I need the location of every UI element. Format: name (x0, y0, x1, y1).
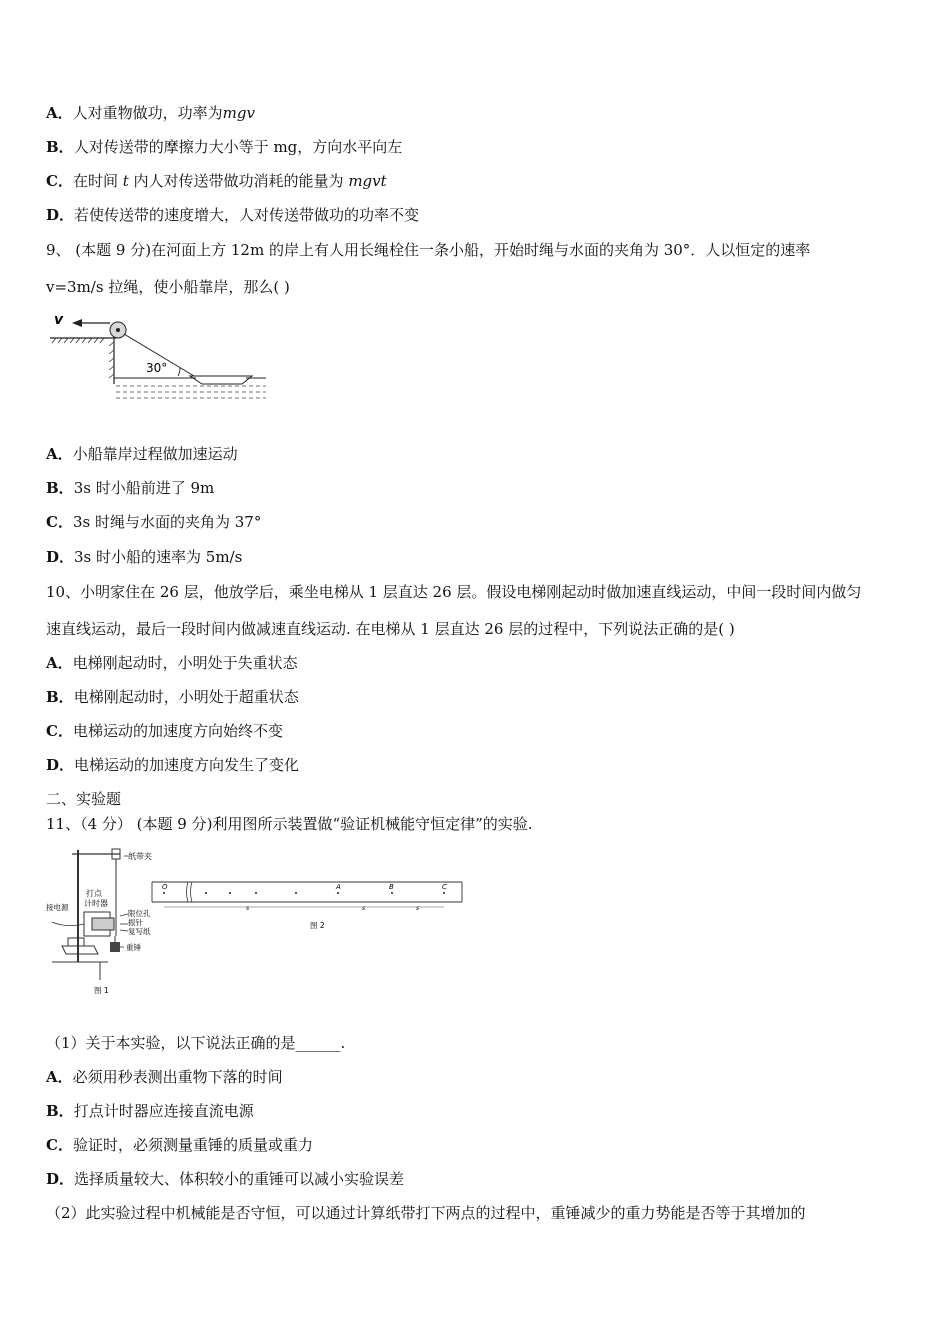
q9-option-d: D．3s 时小船的速率为 5m/s (46, 548, 243, 566)
q9-option-c: C．3s 时绳与水面的夹角为 37° (46, 513, 262, 531)
figure1-caption: 图 1 (94, 986, 109, 995)
distance-sa: s (246, 905, 250, 912)
q10-option-a: A．电梯刚起动时，小明处于失重状态 (46, 654, 298, 672)
q8-option-d: D．若使传送带的速度增大，人对传送带做功的功率不变 (46, 206, 420, 224)
q8-option-b: B．人对传送带的摩擦力大小等于 mg，方向水平向左 (46, 138, 403, 156)
section-heading: 二、实验题 (46, 790, 122, 808)
q11-option-c: C．验证时，必须测量重锤的质量或重力 (46, 1136, 313, 1154)
label-timer-2: 计时器 (84, 899, 108, 908)
q11-option-a: A．必须用秒表测出重物下落的时间 (46, 1068, 283, 1086)
label-weight: 重锤 (126, 943, 141, 952)
figure2-caption: 图 2 (310, 921, 325, 930)
q9-option-b: B．3s 时小船前进了 9m (46, 479, 215, 497)
q10-option-c: C．电梯运动的加速度方向始终不变 (46, 722, 283, 740)
q10-stem-line2: 速直线运动，最后一段时间内做减速直线运动. 在电梯从 1 层直达 26 层的过程中，下列说法正确的是( ) (46, 620, 735, 638)
q9-stem-line1: 9、 (本题 9 分)在河面上方 12m 的岸上有人用长绳栓住一条小船，开始时绳与水面的夹角为 30°．人以恒定的速率 (46, 241, 811, 259)
boat-rope-figure (46, 306, 268, 402)
q9-stem-line2: v=3m/s 拉绳，使小船靠岸，那么( ) (46, 278, 290, 296)
distance-sb: s (362, 905, 366, 912)
tape-point-o: O (162, 883, 168, 891)
label-limit-hole: 限位孔 (128, 909, 151, 918)
distance-sc: s (416, 905, 420, 912)
label-carbon-paper: 复写纸 (128, 927, 151, 936)
label-needle: 振针 (128, 918, 143, 927)
label-timer-1: 打点 (86, 889, 102, 898)
q11-sub1: （1）关于本实验，以下说法正确的是______. (46, 1034, 346, 1052)
q9-option-a: A．小船靠岸过程做加速运动 (46, 445, 238, 463)
q11-stem: 11、（4 分） (本题 9 分)利用图所示装置做“验证机械能守恒定律”的实验. (46, 815, 533, 833)
tape-point-b: B (389, 883, 394, 891)
q11-option-b: B．打点计时器应连接直流电源 (46, 1102, 254, 1120)
label-power: 接电源 (46, 903, 69, 912)
velocity-label: v (54, 312, 64, 328)
q8-option-a: A．人对重物做功，功率为mgv (46, 104, 255, 122)
q10-option-b: B．电梯刚起动时，小明处于超重状态 (46, 688, 299, 706)
tape-point-c: C (442, 883, 447, 891)
q11-option-d: D．选择质量较大、体积较小的重锤可以减小实验误差 (46, 1170, 405, 1188)
angle-label: 30° (146, 361, 168, 375)
experiment-figure (46, 844, 466, 1000)
tape-point-a: A (336, 883, 341, 891)
q10-option-d: D．电梯运动的加速度方向发生了变化 (46, 756, 300, 774)
q11-sub2: （2）此实验过程中机械能是否守恒，可以通过计算纸带打下两点的过程中，重锤减少的重力势能是否等于其增加的 (46, 1204, 806, 1222)
q8-option-c: C．在时间 t 内人对传送带做功消耗的能量为 mgvt (46, 172, 387, 190)
label-tape-clip: 纸带夹 (128, 852, 152, 861)
q10-stem-line1: 10、小明家住在 26 层，他放学后，乘坐电梯从 1 层直达 26 层。假设电梯刚起动时做加速直线运动，中间一段时间内做匀 (46, 583, 862, 601)
